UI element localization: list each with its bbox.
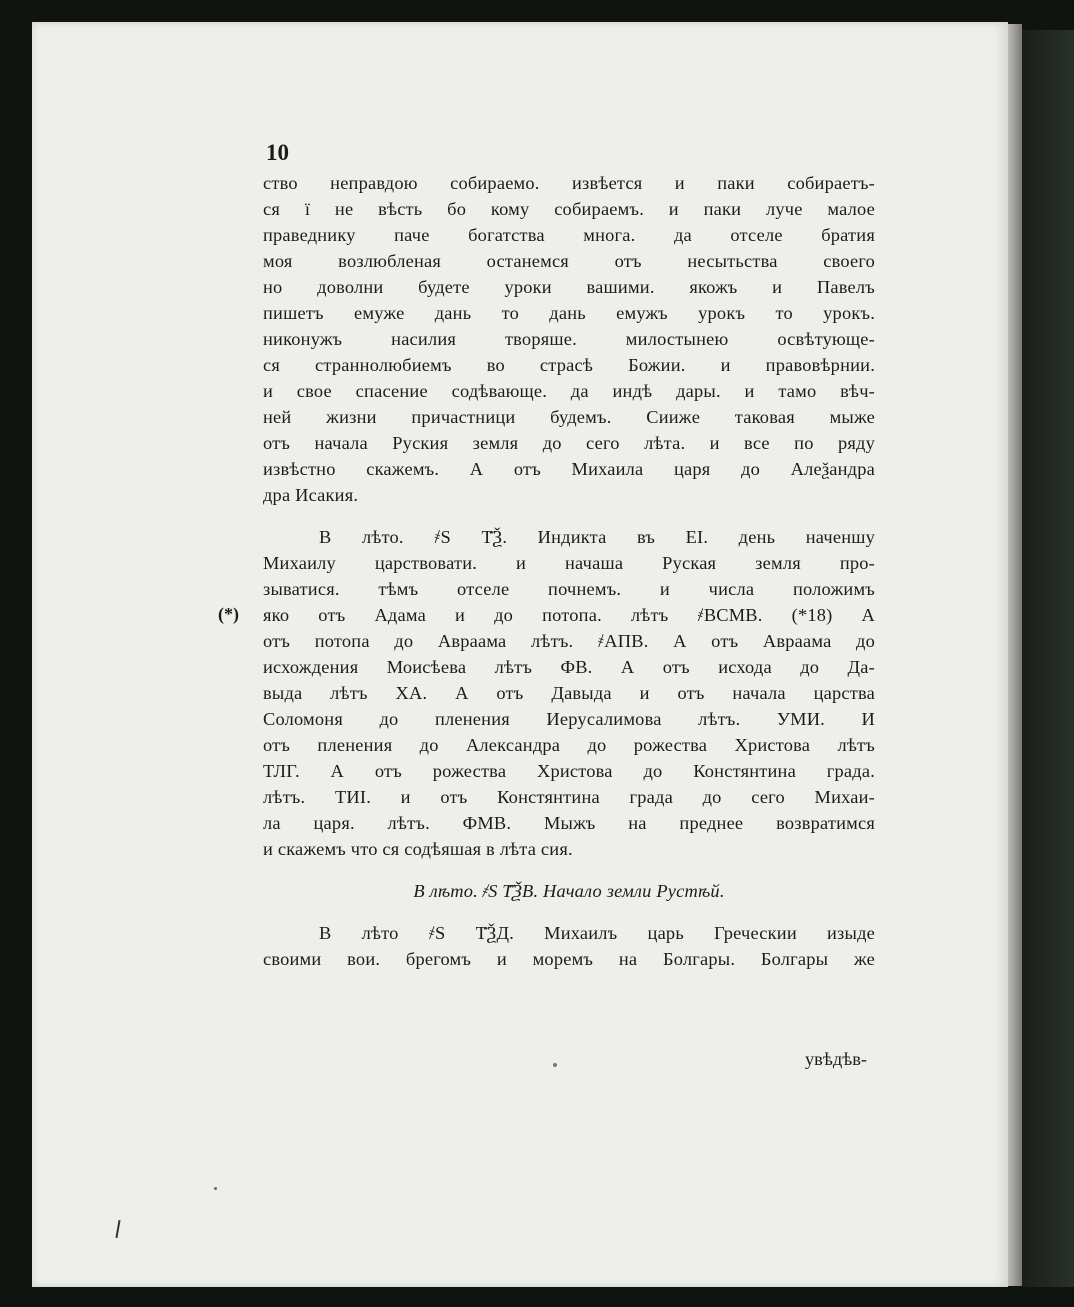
text-line: моя возлюбленая останемся отъ несытьства своего [263, 251, 875, 271]
book-cover [1022, 30, 1074, 1287]
margin-marker: (*) [218, 604, 239, 624]
text-line: Соломоня до пленения Иерусалимова лѣтъ. УМИ. И [263, 709, 875, 729]
text-line: В лѣто. ҂S Т҃Ѯ. Индикта въ ЕІ. день наченшу [319, 527, 875, 547]
text-line: Михаилу царствовати. и начаша Руская земля про- [263, 553, 875, 573]
text-line: извѣстно скажемъ. А отъ Михаила царя до Алеѯандра [263, 459, 875, 479]
page-edge [1008, 24, 1022, 1286]
text-line: ся ї не вѣсть бо кому собираемъ. и паки луче малое [263, 199, 875, 219]
text-line: лѣтъ. ТИІ. и отъ Констянтина града до сего Михаи- [263, 787, 875, 807]
page-number: 10 [266, 140, 289, 165]
text-line: и скажемъ что ся содѣяшая в лѣта сия. [263, 839, 573, 859]
catchword: увѣдѣв- [804, 1049, 867, 1069]
text-line: отъ начала Руския земля до сего лѣта. и все по ряду [263, 433, 875, 453]
text-line: яко отъ Адама и до потопа. лѣтъ ҂ВСМВ. (*18) А [263, 605, 875, 625]
text-line: ство неправдою собираемо. извѣется и паки собираетъ- [263, 173, 875, 193]
body-text [263, 170, 875, 972]
text-line: ла царя. лѣтъ. ФМВ. Мыжъ на преднее возвратимся [263, 813, 875, 833]
text-line: В лѣто ҂S Т҃ѮД. Михаилъ царь Греческии изыде [319, 923, 875, 943]
text-line: зыватися. тѣмъ отселе почнемъ. и числа положимъ [263, 579, 875, 599]
stain-mark [553, 1063, 557, 1067]
paragraph-gap [263, 862, 875, 878]
paragraph-gap [263, 904, 875, 920]
text-line: выда лѣтъ ХА. А отъ Давыда и отъ начала царства [263, 683, 875, 703]
text-line: В лѣто. ҂S Т҃ѮВ. Начало земли Рустѣй. [413, 881, 725, 901]
text-line: своими вои. брегомъ и моремъ на Болгары. Болгары же [263, 949, 875, 969]
text-line: отъ потопа до Авраама лѣтъ. ҂АПВ. А отъ Авраама до [263, 631, 875, 651]
text-line: и свое спасение содѣвающе. да индѣ дары. и тамо вѣч- [263, 381, 875, 401]
stain-mark [214, 1187, 217, 1190]
text-line: но доволни будете уроки вашими. якожъ и Павелъ [263, 277, 875, 297]
text-line: ТЛГ. А отъ рожества Христова до Констянтина града. [263, 761, 875, 781]
text-line: праведнику паче богатства многа. да отселе братия [263, 225, 875, 245]
text-line: никонужъ насилия творяше. милостынею освѣтующе- [263, 329, 875, 349]
paragraph-gap [263, 508, 875, 524]
text-line: пишетъ емуже дань то дань емужъ урокъ то урокъ. [263, 303, 875, 323]
text-line: исхождения Моисѣева лѣтъ ФВ. А отъ исхода до Да- [263, 657, 875, 677]
text-line: ся страннолюбиемъ во страсѣ Божии. и правовѣрнии. [263, 355, 875, 375]
text-line: ней жизни причастници будемъ. Сиижe таковая мыже [263, 407, 875, 427]
text-line: дра Исакия. [263, 485, 359, 505]
text-line: отъ пленения до Александра до рожества Христова лѣтъ [263, 735, 875, 755]
